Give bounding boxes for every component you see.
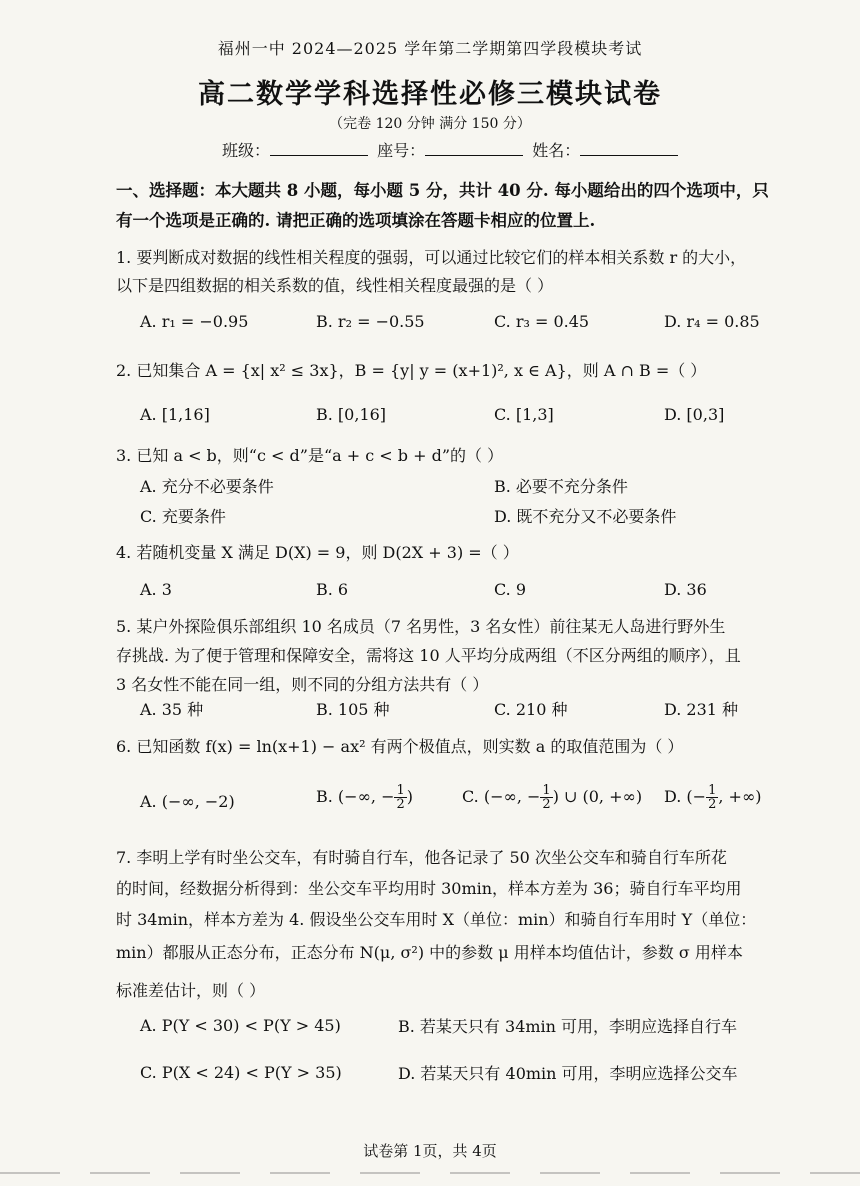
class-label: 班级： xyxy=(222,141,271,160)
name-label: 姓名： xyxy=(532,141,581,160)
q6-option-b xyxy=(316,784,413,811)
q5-stem-line2: 存挑战. 为了便于管理和保障安全，需将这 10 人平均分成两组（不区分两组的顺序），且 xyxy=(116,646,741,665)
q7-stem-line1: 7. 李明上学有时坐公交车，有时骑自行车，他各记录了 50 次坐公交车和骑自行车所花 xyxy=(116,848,727,867)
q5-option-a: A. 35 种 xyxy=(140,700,204,719)
q5-option-b: B. 105 种 xyxy=(316,700,390,719)
q2-option-d: D. [0,3] xyxy=(664,405,725,424)
student-info-row xyxy=(222,138,682,161)
q1-option-a: A. r₁ = −0.95 xyxy=(140,312,249,331)
section1-heading-line1: 一、选择题：本大题共 8 小题，每小题 5 分，共计 40 分. 每小题给出的四个选项中，只 xyxy=(116,181,769,200)
q7-option-c: C. P(X < 24) < P(Y > 35) xyxy=(140,1063,342,1082)
q3-option-d: D. 既不充分又不必要条件 xyxy=(494,507,677,526)
fraction-one-half xyxy=(540,784,552,811)
q1-stem-line2: 以下是四组数据的相关系数的值，线性相关程度最强的是（ ） xyxy=(116,276,554,295)
q5-option-d: D. 231 种 xyxy=(664,700,739,719)
fraction-one-half xyxy=(394,784,406,811)
q7-stem-line5: 标准差估计，则（ ） xyxy=(116,981,266,1000)
time-score-line: （完卷 120 分钟 满分 150 分） xyxy=(329,116,531,132)
q2-option-a: A. [1,16] xyxy=(140,405,210,424)
q6-option-c-suffix: ) ∪ (0, +∞) xyxy=(552,787,643,806)
q3-stem: 3. 已知 a < b，则“c < d”是“a + c < b + d”的（ ） xyxy=(116,446,504,465)
q2-option-c: C. [1,3] xyxy=(494,405,554,424)
q1-option-b: B. r₂ = −0.55 xyxy=(316,312,425,331)
q2-stem: 2. 已知集合 A = {x| x² ≤ 3x}，B = {y| y = (x+1)², x ∈ A}，则 A ∩ B =（ ） xyxy=(116,361,707,380)
q4-option-a: A. 3 xyxy=(140,580,172,599)
fraction-numerator: 1 xyxy=(708,783,717,798)
fraction-denominator: 2 xyxy=(396,797,405,812)
q6-option-d-suffix: , +∞) xyxy=(718,787,762,806)
fraction-one-half xyxy=(706,784,718,811)
q6-option-a: A. (−∞, −2) xyxy=(140,792,235,811)
q6-option-c xyxy=(462,784,642,811)
q6-option-b-suffix: ) xyxy=(406,787,414,806)
q3-option-b: B. 必要不充分条件 xyxy=(494,477,628,496)
q3-option-c: C. 充要条件 xyxy=(140,507,226,526)
page-number: 试卷第 1页，共 4页 xyxy=(363,1142,497,1160)
fraction-numerator: 1 xyxy=(542,783,551,798)
q7-stem-line4: min）都服从正态分布，正态分布 N(μ, σ²) 中的参数 μ 用样本均值估计，参数 σ 用样本 xyxy=(116,943,743,962)
q5-stem-line3: 3 名女性不能在同一组，则不同的分组方法共有（ ） xyxy=(116,675,489,694)
q4-stem: 4. 若随机变量 X 满足 D(X) = 9，则 D(2X + 3) =（ ） xyxy=(116,543,519,562)
q7-stem-line2: 的时间，经数据分析得到：坐公交车平均用时 30min，样本方差为 36；骑自行车平均用 xyxy=(116,879,742,898)
section1-heading-line2: 有一个选项是正确的. 请把正确的选项填涂在答题卡相应的位置上. xyxy=(116,211,596,230)
q7-option-a: A. P(Y < 30) < P(Y > 45) xyxy=(140,1016,341,1035)
page-title: 高二数学学科选择性必修三模块试卷 xyxy=(198,79,662,110)
school-exam-line: 福州一中 2024—2025 学年第二学期第四学段模块考试 xyxy=(217,39,643,58)
q4-option-c: C. 9 xyxy=(494,580,527,599)
q7-option-b: B. 若某天只有 34min 可用，李明应选择自行车 xyxy=(398,1017,738,1036)
q3-option-a: A. 充分不必要条件 xyxy=(140,477,274,496)
q4-option-d: D. 36 xyxy=(664,580,707,599)
q2-option-b: B. [0,16] xyxy=(316,405,387,424)
q6-option-b-prefix: B. (−∞, − xyxy=(316,787,395,806)
q7-option-d: D. 若某天只有 40min 可用，李明应选择公交车 xyxy=(398,1064,738,1083)
q6-option-d xyxy=(664,784,762,811)
q5-option-c: C. 210 种 xyxy=(494,700,568,719)
class-field[interactable] xyxy=(270,141,368,156)
q6-option-c-prefix: C. (−∞, − xyxy=(462,787,541,806)
q6-option-d-prefix: D. (− xyxy=(664,787,707,806)
seat-label: 座号： xyxy=(377,141,426,160)
q1-stem-line1: 1. 要判断成对数据的线性相关程度的强弱，可以通过比较它们的样本相关系数 r 的大小， xyxy=(116,248,747,267)
q4-option-b: B. 6 xyxy=(316,580,349,599)
fraction-denominator: 2 xyxy=(542,797,551,812)
scan-edge-line xyxy=(0,1172,860,1174)
name-field[interactable] xyxy=(580,141,678,156)
q6-stem: 6. 已知函数 f(x) = ln(x+1) − ax² 有两个极值点，则实数 a 的取值范围为（ ） xyxy=(116,737,684,756)
q1-option-d: D. r₄ = 0.85 xyxy=(664,312,760,331)
q1-option-c: C. r₃ = 0.45 xyxy=(494,312,590,331)
fraction-denominator: 2 xyxy=(708,797,717,812)
seat-field[interactable] xyxy=(425,141,523,156)
q5-stem-line1: 5. 某户外探险俱乐部组织 10 名成员（7 名男性，3 名女性）前往某无人岛进行野外生 xyxy=(116,617,726,636)
q7-stem-line3: 时 34min，样本方差为 4. 假设坐公交车用时 X（单位：min）和骑自行车用时 Y（单位： xyxy=(116,910,757,929)
fraction-numerator: 1 xyxy=(396,783,405,798)
